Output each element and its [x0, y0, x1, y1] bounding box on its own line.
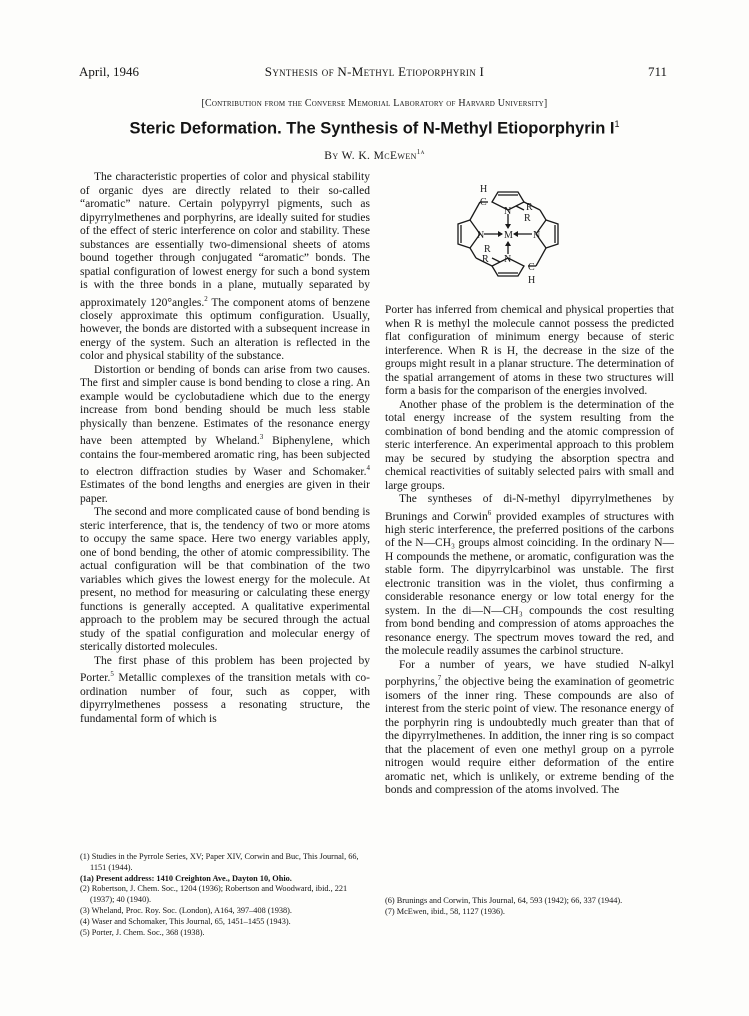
label-c-top: C — [480, 197, 487, 208]
label-c-bot: C — [528, 262, 535, 273]
article-title — [0, 119, 749, 139]
article-title-text: Steric Deformation. The Synthesis of N-Methyl Etioporphyrin I — [129, 119, 615, 138]
paragraph — [80, 171, 370, 364]
footnote-ref: 2 — [204, 294, 208, 303]
left-column — [80, 171, 370, 726]
paragraph: Another phase of the problem is the determination of the total energy increase of the system resulting from the combination of bond bending and the atomic compression of steric interference. An experimental approach to this problem may be secured by studying the absorption spectra and chemical reactivities of suitably selected pairs with small and large groups. — [385, 398, 674, 492]
page-number: 711 — [648, 64, 668, 79]
paragraph-text: The syntheses of di-N-methyl dipyrrylmethenes by Brunings and Corwin — [385, 493, 674, 523]
paragraph-text: the objective being the examination of geometric isomers of the inner ring. These compounds are also of interest from the steric point of view. The resonance energy of the porphyrin ring is undoubtedly much greater than that of the dipyrrylmethenes. In addition, the inner ring is so compact that the placement of even one methyl group on a pyrrole nitrogen would require either deformation of the entire aromatic net, which is unlikely, or extreme bending of the bonds and compression of the atoms involved. The — [385, 676, 674, 797]
paragraph-text: Biphenylene, which contains the four-membered aromatic ring, has been subjected to electron diffraction studies by Waser and Schomaker. — [80, 435, 371, 478]
label-h-bot: H — [528, 275, 536, 286]
title-footnote-ref: 1 — [614, 119, 620, 129]
label-r-bot1: R — [484, 244, 491, 255]
label-n-top: N — [504, 206, 512, 217]
header-date: April, 1946 — [79, 64, 139, 79]
label-r-top2: R — [524, 213, 531, 224]
paragraph-text: Metallic complexes of the transition metals with co-ordination number of four, such as copper, with dipyrrylmethenes possess a resonating structure, the fundamental form of which is — [80, 672, 370, 725]
paragraph-text: Estimates of the bond lengths and energies are given in their paper. — [80, 479, 370, 505]
footnote: (3) Wheland, Proc. Roy. Soc. (London), A164, 397–408 (1938). — [80, 905, 293, 915]
porphyrin-structure-diagram — [440, 180, 590, 292]
label-h-top: H — [480, 184, 488, 195]
label-n-bot: N — [504, 254, 512, 265]
paragraph-text: Distortion or bending of bonds can arise from two causes. The first and simpler cause is bond bending to close a ring. An example would be cyclobutadiene which due to the energy increase from bond bending should be much less stable physically than benzene. Estimates of the resonance energy have been attempted by Wheland. — [80, 363, 370, 448]
footnotes-right — [385, 896, 674, 918]
running-title: Synthesis of N-Methyl Etioporphyrin I — [264, 64, 485, 79]
footnote-ref: 3 — [259, 433, 264, 442]
footnote-ref: 7 — [437, 674, 442, 683]
label-r-bot2: R — [482, 254, 489, 265]
footnote-ref: 6 — [487, 508, 492, 517]
paragraph — [385, 659, 674, 798]
footnote-ref: 5 — [110, 670, 114, 679]
paragraph: Porter has inferred from chemical and physical properties that when R is methyl the molecule cannot possess the predicted flat configuration of minimum energy because of steric interference. When R is H, the decrease in the size of the groups might result in a planar structure. The determination of the spatial arrangement of atoms in these two structures will form a basis for the comparison of the energies involved. — [385, 304, 674, 397]
label-r-top1: R — [526, 202, 533, 213]
paragraph — [80, 364, 370, 507]
paragraph — [80, 655, 370, 726]
paragraph-text: The characteristic properties of color and physical stability of organic dyes are directly related to their so-called “aromatic” nature. Certain polypyrryl pigments, such as dipyrrylmethenes and porphyrins, are ideally suited for studies of the effect of steric interference on color and stability. These substances are essentially two-dimensional sheets of atoms bound together through conjugated “aromatic” bonds. The spatial configuration of lowest energy for such a bond system is with the three bonds in a plane, mutually separated by approximately 120°angles. — [80, 171, 370, 309]
byline-text: By W. K. McEwen — [324, 149, 417, 162]
footnote-ref: 4 — [366, 464, 370, 473]
byline — [0, 148, 749, 162]
footnote: (7) McEwen, ibid., 58, 1127 (1936). — [385, 906, 505, 916]
footnote: (4) Waser and Schomaker, This Journal, 65, 1451–1455 (1943). — [80, 916, 291, 926]
footnote: (2) Robertson, J. Chem. Soc., 1204 (1936); Robertson and Woodward, ibid., 221 (1937); 40 (1940). — [80, 884, 348, 905]
contribution-line: [Contribution from the Converse Memorial Laboratory of Harvard University] — [201, 98, 548, 109]
paragraph: The second and more complicated cause of bond bending is steric interference, that is, the tendency of two or more atoms to occupy the same space. Here two energy variables apply, one of bond bending, the other of atomic compressibility. The actual configuration will be that combination of the two variables which gives the lowest energy for the molecule. At present, no method for measuring or calculating these energy functions is generally accepted. A qualitative experimental approach to the problem may be secured through the actual study of the spatial configuration and molecular energy of sterically distorted molecules. — [80, 506, 370, 654]
footnote: (6) Brunings and Corwin, This Journal, 64, 593 (1942); 66, 337 (1944). — [385, 896, 623, 905]
label-m-center: M — [504, 230, 513, 241]
paragraph-text: For a number of years, we have studied N-alkyl porphyrins, — [385, 658, 674, 689]
label-n-right: N — [533, 230, 541, 241]
footnote: (1) Studies in the Pyrrole Series, XV; Paper XIV, Corwin and Buc, This Journal, 66, 1151 (1944). — [80, 852, 359, 872]
byline-footnote-ref: 1a — [416, 148, 425, 156]
paragraph-text: provided examples of structures with high steric interference, the preferred positions of the carbons of the N—CH₃ groups almost coinciding. In the ordinary N—H compounds the methene, or aromatic, configuration was the stable form. The dipyrrylcarbinol was unstable. The first electronic transition was in the violet, thus confirming a considerable resonance energy or low total energy for the system. In the di—N—CH₃ compounds the cost resulting from bond bending and compression of atoms approaches the resonance energy. The spectrum moves toward the red, and the molecule readily assumes the carbinol structure. — [385, 510, 675, 658]
footnote: (1a) Present address: 1410 Creighton Ave., Dayton 10, Ohio. — [80, 873, 292, 883]
paragraph-text: The first phase of this problem has been projected by Porter. — [80, 654, 370, 685]
paragraph — [385, 493, 674, 659]
footnotes-left — [80, 852, 370, 938]
right-column — [385, 304, 674, 798]
label-n-left: N — [477, 230, 485, 241]
footnote: (5) Porter, J. Chem. Soc., 368 (1938). — [80, 927, 205, 937]
paragraph-text: The component atoms of benzene closely approximate this optimum configuration. Usually, however, the bonds are distorted with a subsequent increase in energy of the system. Such an alteration is reflected in the color and physical stability of the substance. — [80, 296, 370, 363]
